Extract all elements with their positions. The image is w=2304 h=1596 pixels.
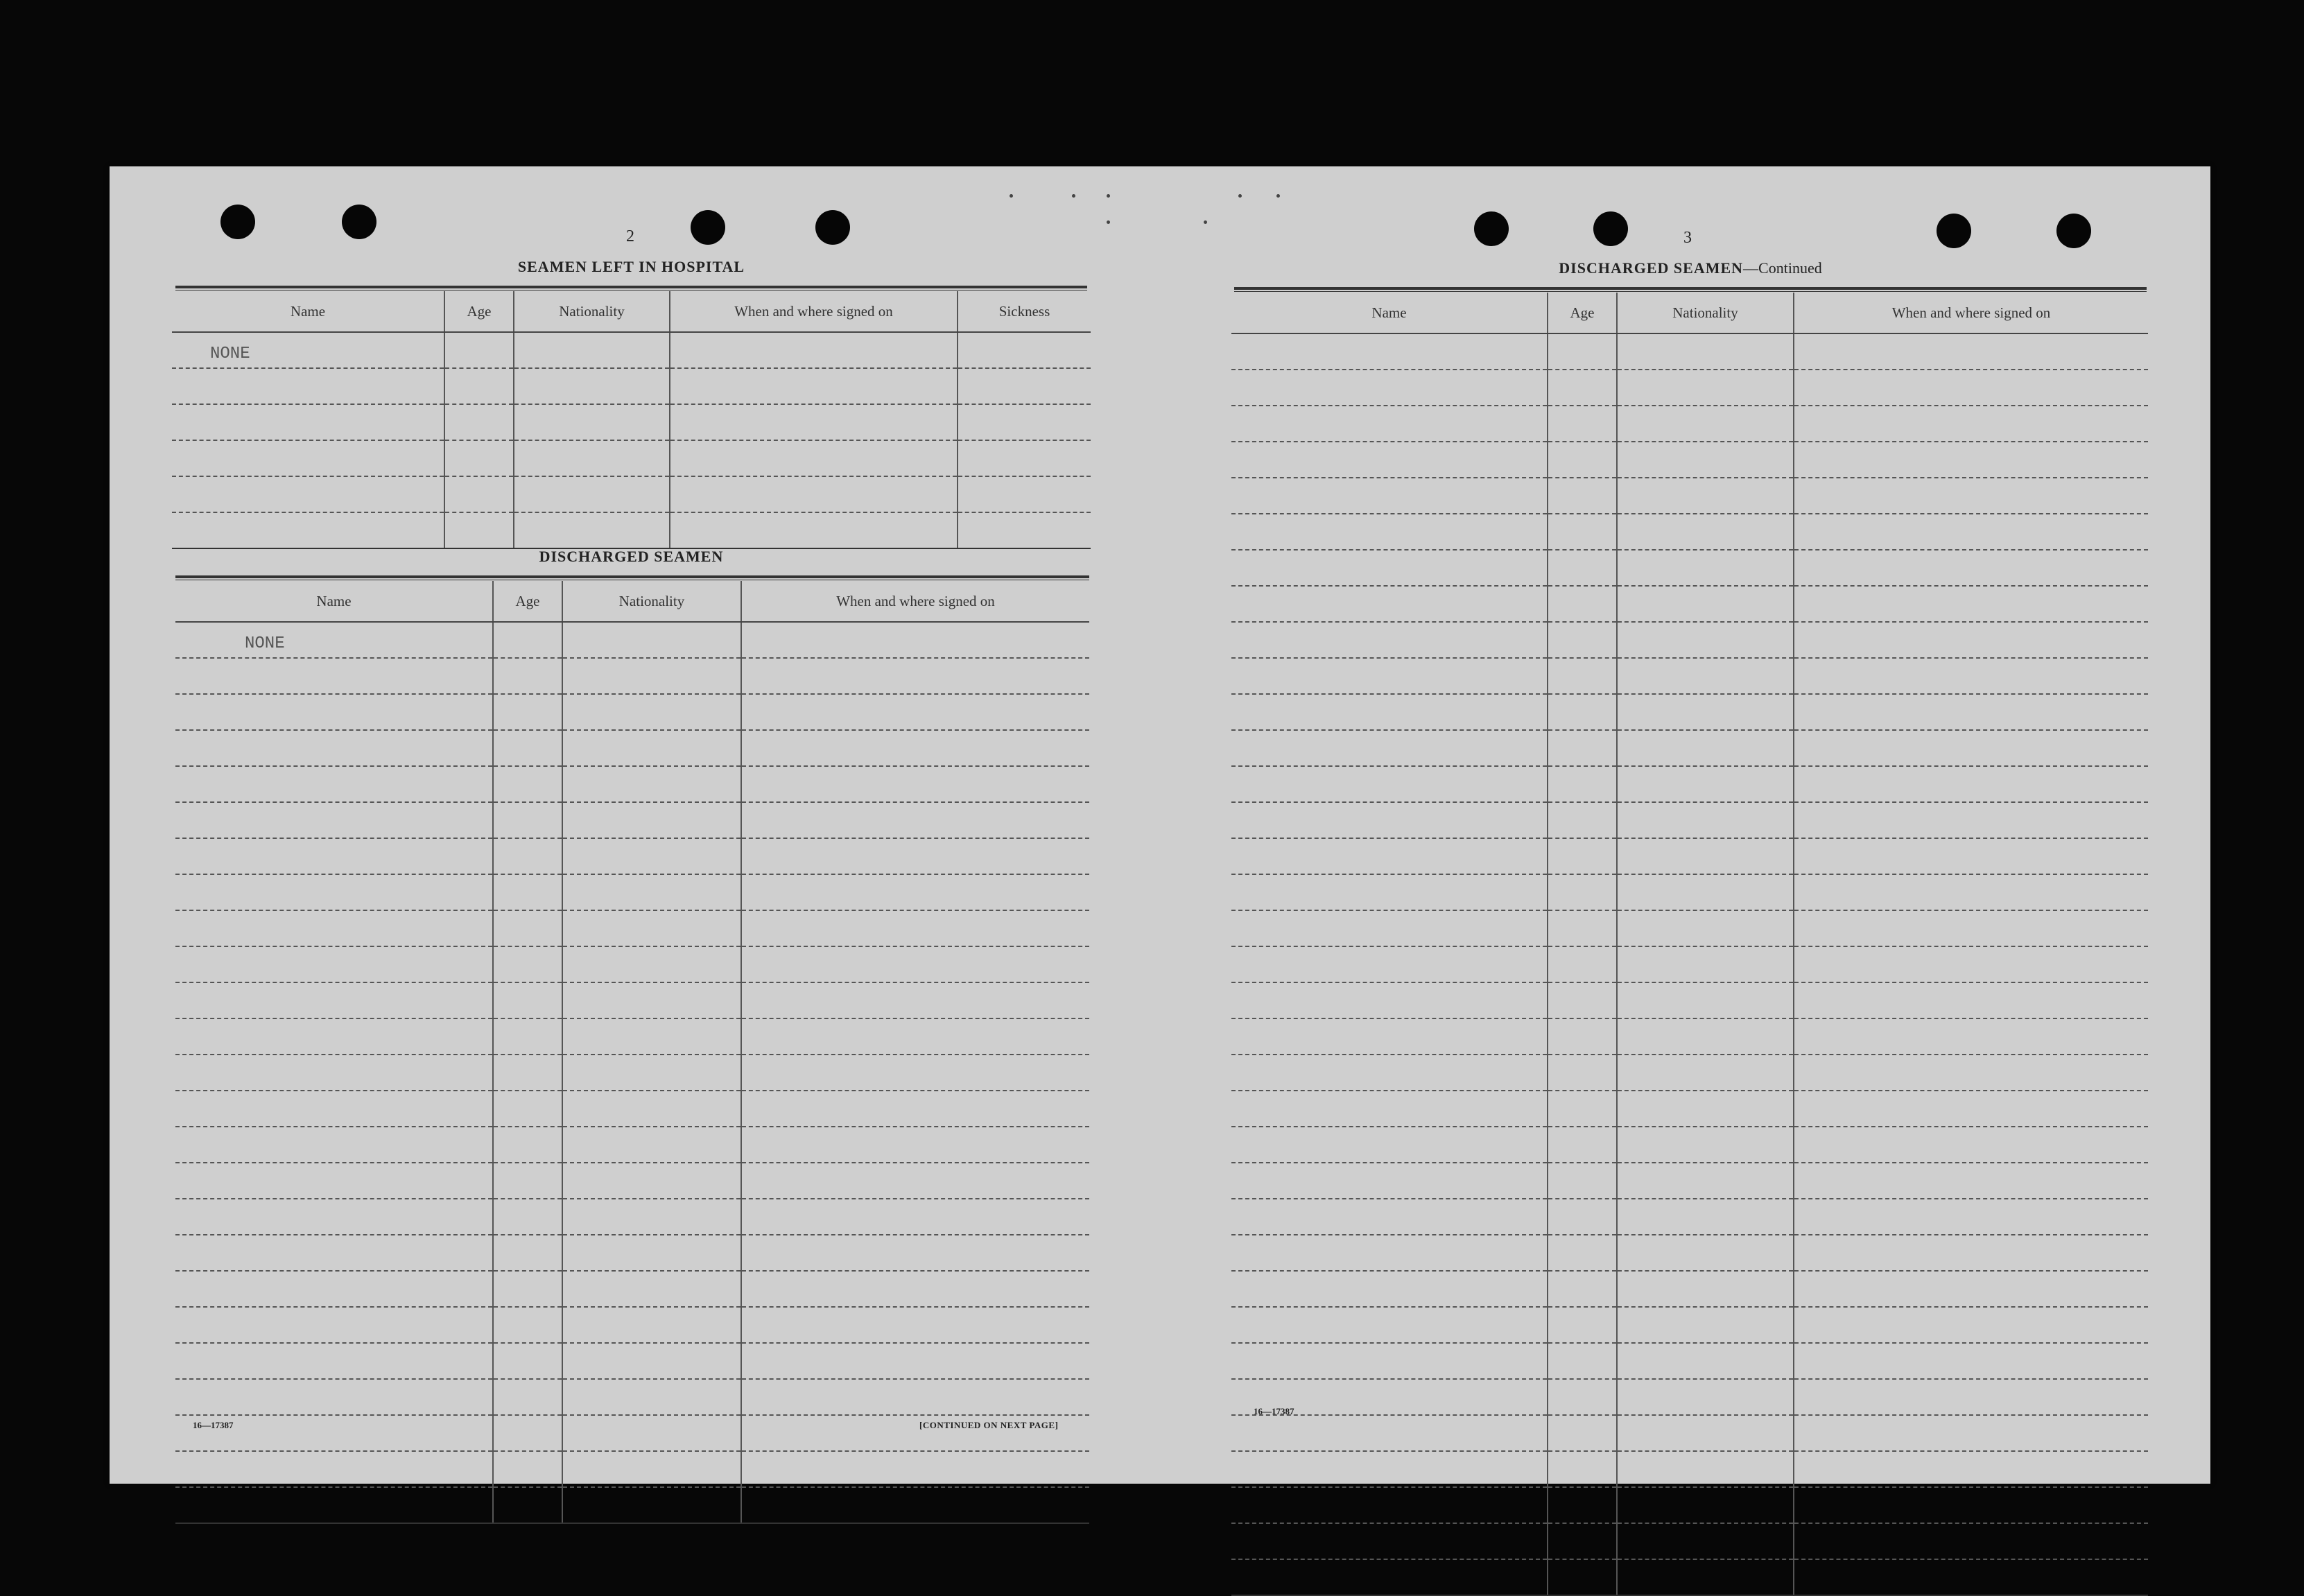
table-row (1231, 1307, 2148, 1343)
column-header-nationality: Nationality (1617, 293, 1794, 333)
table-row (175, 1163, 1089, 1199)
column-header-name: Name (172, 291, 444, 332)
table-row (1231, 1055, 2148, 1091)
table-row (175, 946, 1089, 982)
speck (1276, 194, 1280, 198)
table-row (175, 1307, 1089, 1343)
table-row (1231, 1127, 2148, 1163)
table-row (1231, 982, 2148, 1018)
table-row (175, 874, 1089, 910)
table-row (172, 404, 1091, 440)
table-row (172, 512, 1091, 548)
column-header-signed-on: When and where signed on (741, 581, 1089, 622)
table-row (175, 1451, 1089, 1487)
table-row (1231, 550, 2148, 586)
table-row (175, 1055, 1089, 1091)
table-row (1231, 1091, 2148, 1127)
table-row (1231, 658, 2148, 694)
table-row (1231, 946, 2148, 982)
speck (1010, 194, 1013, 198)
hospital-table (172, 291, 1091, 528)
page-number-left: 2 (626, 227, 634, 245)
table-row (175, 1018, 1089, 1055)
table-row (1231, 1415, 2148, 1451)
table-row (172, 332, 1091, 368)
column-header-age: Age (1548, 293, 1617, 333)
title-rule (1234, 287, 2147, 292)
table-row (1231, 1487, 2148, 1523)
section-title-hospital: SEAMEN LEFT IN HOSPITAL (517, 258, 745, 275)
table-row (1231, 1451, 2148, 1487)
table-row (1231, 1379, 2148, 1415)
table-row (175, 1199, 1089, 1235)
speck (1107, 194, 1110, 198)
title-rule (175, 575, 1089, 580)
column-header-name: Name (1231, 293, 1548, 333)
speck (1107, 220, 1110, 224)
table-row (175, 838, 1089, 874)
table-row (175, 1343, 1089, 1379)
column-header-nationality: Nationality (514, 291, 670, 332)
column-header-signed-on: When and where signed on (670, 291, 958, 332)
continued-note: [CONTINUED ON NEXT PAGE] (919, 1420, 1059, 1430)
table-row (1231, 1018, 2148, 1055)
table-row (175, 1235, 1089, 1271)
entry-text: NONE (175, 622, 493, 658)
punch-hole (1474, 211, 1509, 246)
table-row (1231, 586, 2148, 622)
table-row (1231, 1523, 2148, 1559)
section-title-discharged: DISCHARGED SEAMEN (539, 548, 724, 565)
table-row (175, 1379, 1089, 1415)
title-main: DISCHARGED SEAMEN (1559, 259, 1744, 277)
table-row (1231, 1343, 2148, 1379)
table-row (175, 622, 1089, 658)
column-header-signed-on: When and where signed on (1794, 293, 2148, 333)
table-row (175, 802, 1089, 838)
form-number-left: 16—17387 (193, 1420, 234, 1430)
table-row (1231, 730, 2148, 766)
speck (1072, 194, 1075, 198)
table-row (1231, 370, 2148, 406)
punch-hole (220, 205, 255, 239)
table-row (1231, 910, 2148, 946)
table-row (1231, 802, 2148, 838)
speck (1238, 194, 1242, 198)
table-row (1231, 838, 2148, 874)
table-row (1231, 514, 2148, 550)
table-row (175, 1091, 1089, 1127)
table-row (1231, 406, 2148, 442)
page-number-right: 3 (1683, 229, 1692, 247)
column-header-name: Name (175, 581, 493, 622)
table-row (175, 694, 1089, 730)
table-row (175, 658, 1089, 694)
table-row (1231, 1559, 2148, 1595)
entry-text: NONE (172, 332, 444, 368)
punch-hole (1937, 214, 1971, 248)
punch-hole (691, 210, 725, 245)
form-number-right: 16—17387 (1254, 1406, 1294, 1416)
table-row (1231, 1163, 2148, 1199)
table-row (1231, 1199, 2148, 1235)
table-row (175, 1487, 1089, 1523)
discharged-continued-table (1231, 293, 2148, 1402)
table-row (1231, 874, 2148, 910)
table-row (1231, 1271, 2148, 1307)
speck (1204, 220, 1207, 224)
table-row (172, 476, 1091, 512)
punch-hole (815, 210, 850, 245)
column-header-sickness: Sickness (958, 291, 1091, 332)
table-row (1231, 1235, 2148, 1271)
column-header-nationality: Nationality (562, 581, 741, 622)
document-sheet (110, 166, 2210, 1484)
table-row (1231, 622, 2148, 658)
table-row (1231, 766, 2148, 802)
discharged-table (175, 581, 1089, 1413)
table-row (172, 440, 1091, 476)
table-row (175, 982, 1089, 1018)
section-title-discharged-continued (1233, 259, 2148, 277)
table-row (175, 1127, 1089, 1163)
table-row (1231, 333, 2148, 370)
punch-hole (342, 205, 376, 239)
table-row (1231, 694, 2148, 730)
title-rule (175, 286, 1087, 290)
table-row (175, 766, 1089, 802)
table-row (1231, 442, 2148, 478)
title-continued: —Continued (1743, 259, 1822, 277)
table-row (175, 910, 1089, 946)
table-row (175, 730, 1089, 766)
column-header-age: Age (493, 581, 562, 622)
table-row (175, 1271, 1089, 1307)
table-row (1231, 478, 2148, 514)
punch-hole (2056, 214, 2091, 248)
punch-hole (1593, 211, 1628, 246)
table-row (172, 368, 1091, 404)
column-header-age: Age (444, 291, 514, 332)
